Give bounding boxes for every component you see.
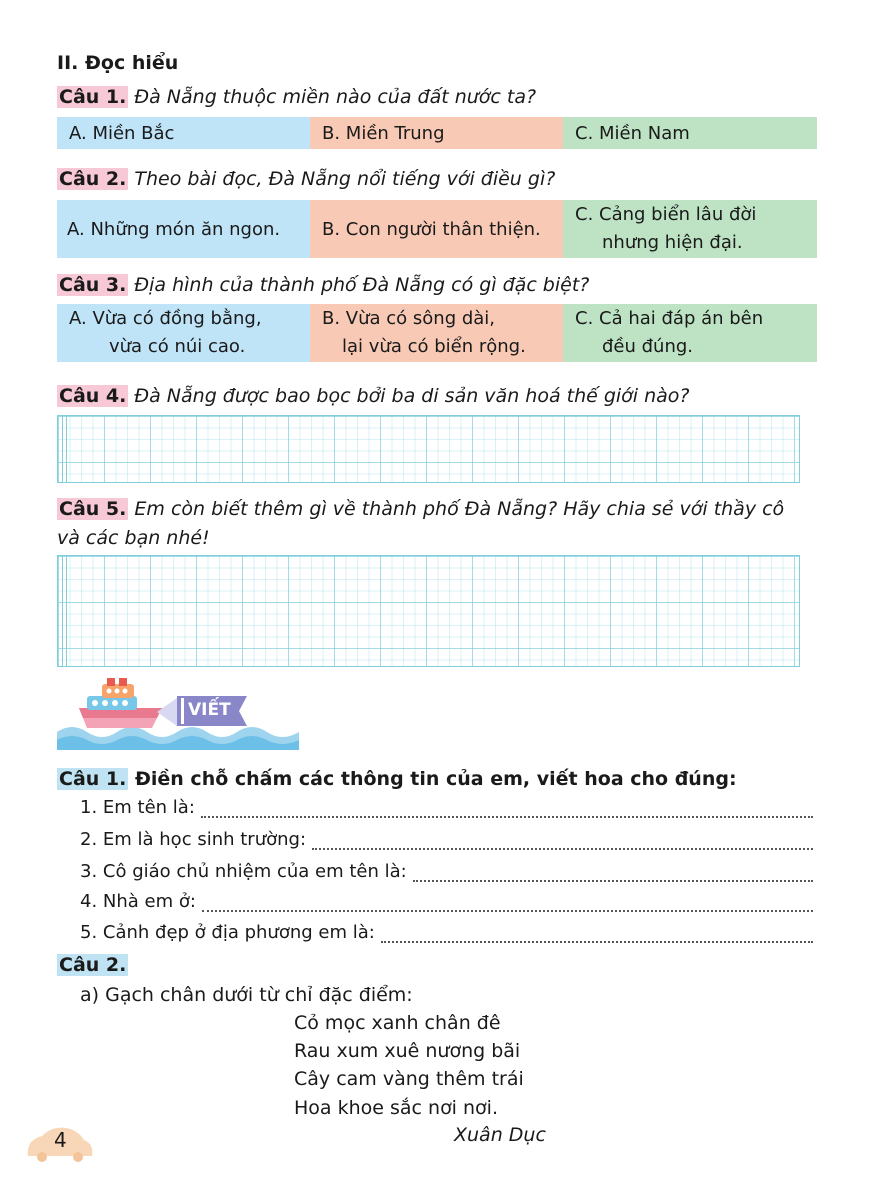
question-5: [57, 498, 784, 520]
dotted-line[interactable]: [202, 896, 813, 912]
question-text: Đà Nẵng được bao bọc bởi ba di sản văn hoá thế giới nào?: [128, 385, 690, 407]
poem-author: Xuân Dục: [454, 1124, 546, 1146]
question-text: Điền chỗ chấm các thông tin của em, viết hoa cho đúng:: [128, 768, 737, 790]
option-text: B. Con người thân thiện.: [322, 218, 541, 240]
option-a[interactable]: [57, 200, 310, 258]
fill-line-4[interactable]: [80, 891, 813, 912]
q3-options: [57, 304, 817, 362]
fill-line-2[interactable]: [80, 829, 813, 850]
answer-grid-q5[interactable]: [57, 555, 800, 667]
question-text: Em còn biết thêm gì về thành phố Đà Nẵng? Hãy chia sẻ với thầy cô: [128, 498, 785, 520]
option-text: lại vừa có biển rộng.: [342, 336, 526, 357]
dotted-line[interactable]: [381, 927, 813, 943]
option-b[interactable]: [310, 117, 563, 149]
option-c[interactable]: [563, 304, 817, 362]
option-a[interactable]: [57, 117, 310, 149]
option-text: A. Vừa có đồng bằng,: [69, 308, 262, 329]
poem-line-3[interactable]: Cây cam vàng thêm trái: [294, 1068, 524, 1090]
q2-options: [57, 200, 817, 258]
writing-question-2: [57, 954, 128, 976]
question-label: Câu 1.: [59, 768, 127, 790]
option-text: C. Cảng biển lâu đời: [575, 204, 757, 225]
fill-line-3[interactable]: [80, 861, 813, 882]
fill-label: 1. Em tên là:: [80, 797, 195, 818]
question-label: Câu 3.: [59, 274, 127, 296]
question-3: [57, 274, 589, 296]
option-text: C. Miền Nam: [575, 122, 690, 144]
question-text: Đà Nẵng thuộc miền nào của đất nước ta?: [128, 86, 537, 108]
poem-line-1[interactable]: Cỏ mọc xanh chân đê: [294, 1012, 501, 1034]
writing-question-1: [57, 768, 737, 790]
option-b[interactable]: [310, 304, 563, 362]
fill-line-1[interactable]: [80, 797, 813, 818]
ship-icon: [57, 678, 299, 750]
option-text: C. Cả hai đáp án bên: [575, 308, 764, 329]
dotted-line[interactable]: [312, 834, 813, 850]
option-text: nhưng hiện đại.: [602, 232, 743, 253]
question-1: [57, 86, 536, 108]
page-number: 4: [54, 1128, 67, 1152]
question-2: [57, 168, 555, 190]
option-text: A. Những món ăn ngon.: [67, 218, 281, 240]
poem-line-4[interactable]: Hoa khoe sắc nơi nơi.: [294, 1097, 498, 1119]
option-text: vừa có núi cao.: [109, 336, 246, 357]
fill-label: 5. Cảnh đẹp ở địa phương em là:: [80, 922, 375, 943]
question-4: [57, 385, 690, 407]
question-label: Câu 2.: [59, 954, 127, 976]
writing-banner: [57, 678, 299, 750]
poem-line-2[interactable]: Rau xum xuê nương bãi: [294, 1040, 521, 1062]
question-label: Câu 2.: [59, 168, 127, 190]
instruction: a) Gạch chân dưới từ chỉ đặc điểm:: [80, 984, 413, 1006]
fill-label: 4. Nhà em ở:: [80, 891, 196, 912]
option-b[interactable]: [310, 200, 563, 258]
question-text: Địa hình của thành phố Đà Nẵng có gì đặc biệt?: [128, 274, 590, 296]
fill-label: 2. Em là học sinh trường:: [80, 829, 307, 850]
option-a[interactable]: [57, 304, 310, 362]
question-text: Theo bài đọc, Đà Nẵng nổi tiếng với điều gì?: [128, 168, 556, 190]
dotted-line[interactable]: [413, 866, 813, 882]
question-5-cont: [57, 527, 210, 549]
dotted-line[interactable]: [201, 802, 813, 818]
question-text: và các bạn nhé!: [57, 527, 210, 549]
fill-line-5[interactable]: [80, 922, 813, 943]
answer-grid-q4[interactable]: [57, 415, 800, 483]
section-title: II. Đọc hiểu: [57, 52, 179, 74]
option-text: A. Miền Bắc: [69, 122, 175, 144]
q1-options: [57, 117, 817, 149]
option-text: B. Miền Trung: [322, 122, 445, 144]
banner-label: VIẾT: [188, 700, 231, 720]
option-text: B. Vừa có sông dài,: [322, 308, 496, 329]
option-text: đều đúng.: [602, 336, 694, 357]
question-label: Câu 1.: [59, 86, 127, 108]
option-c[interactable]: [563, 117, 817, 149]
fill-label: 3. Cô giáo chủ nhiệm của em tên là:: [80, 861, 407, 882]
question-label: Câu 5.: [59, 498, 127, 520]
option-c[interactable]: [563, 200, 817, 258]
question-label: Câu 4.: [59, 385, 127, 407]
